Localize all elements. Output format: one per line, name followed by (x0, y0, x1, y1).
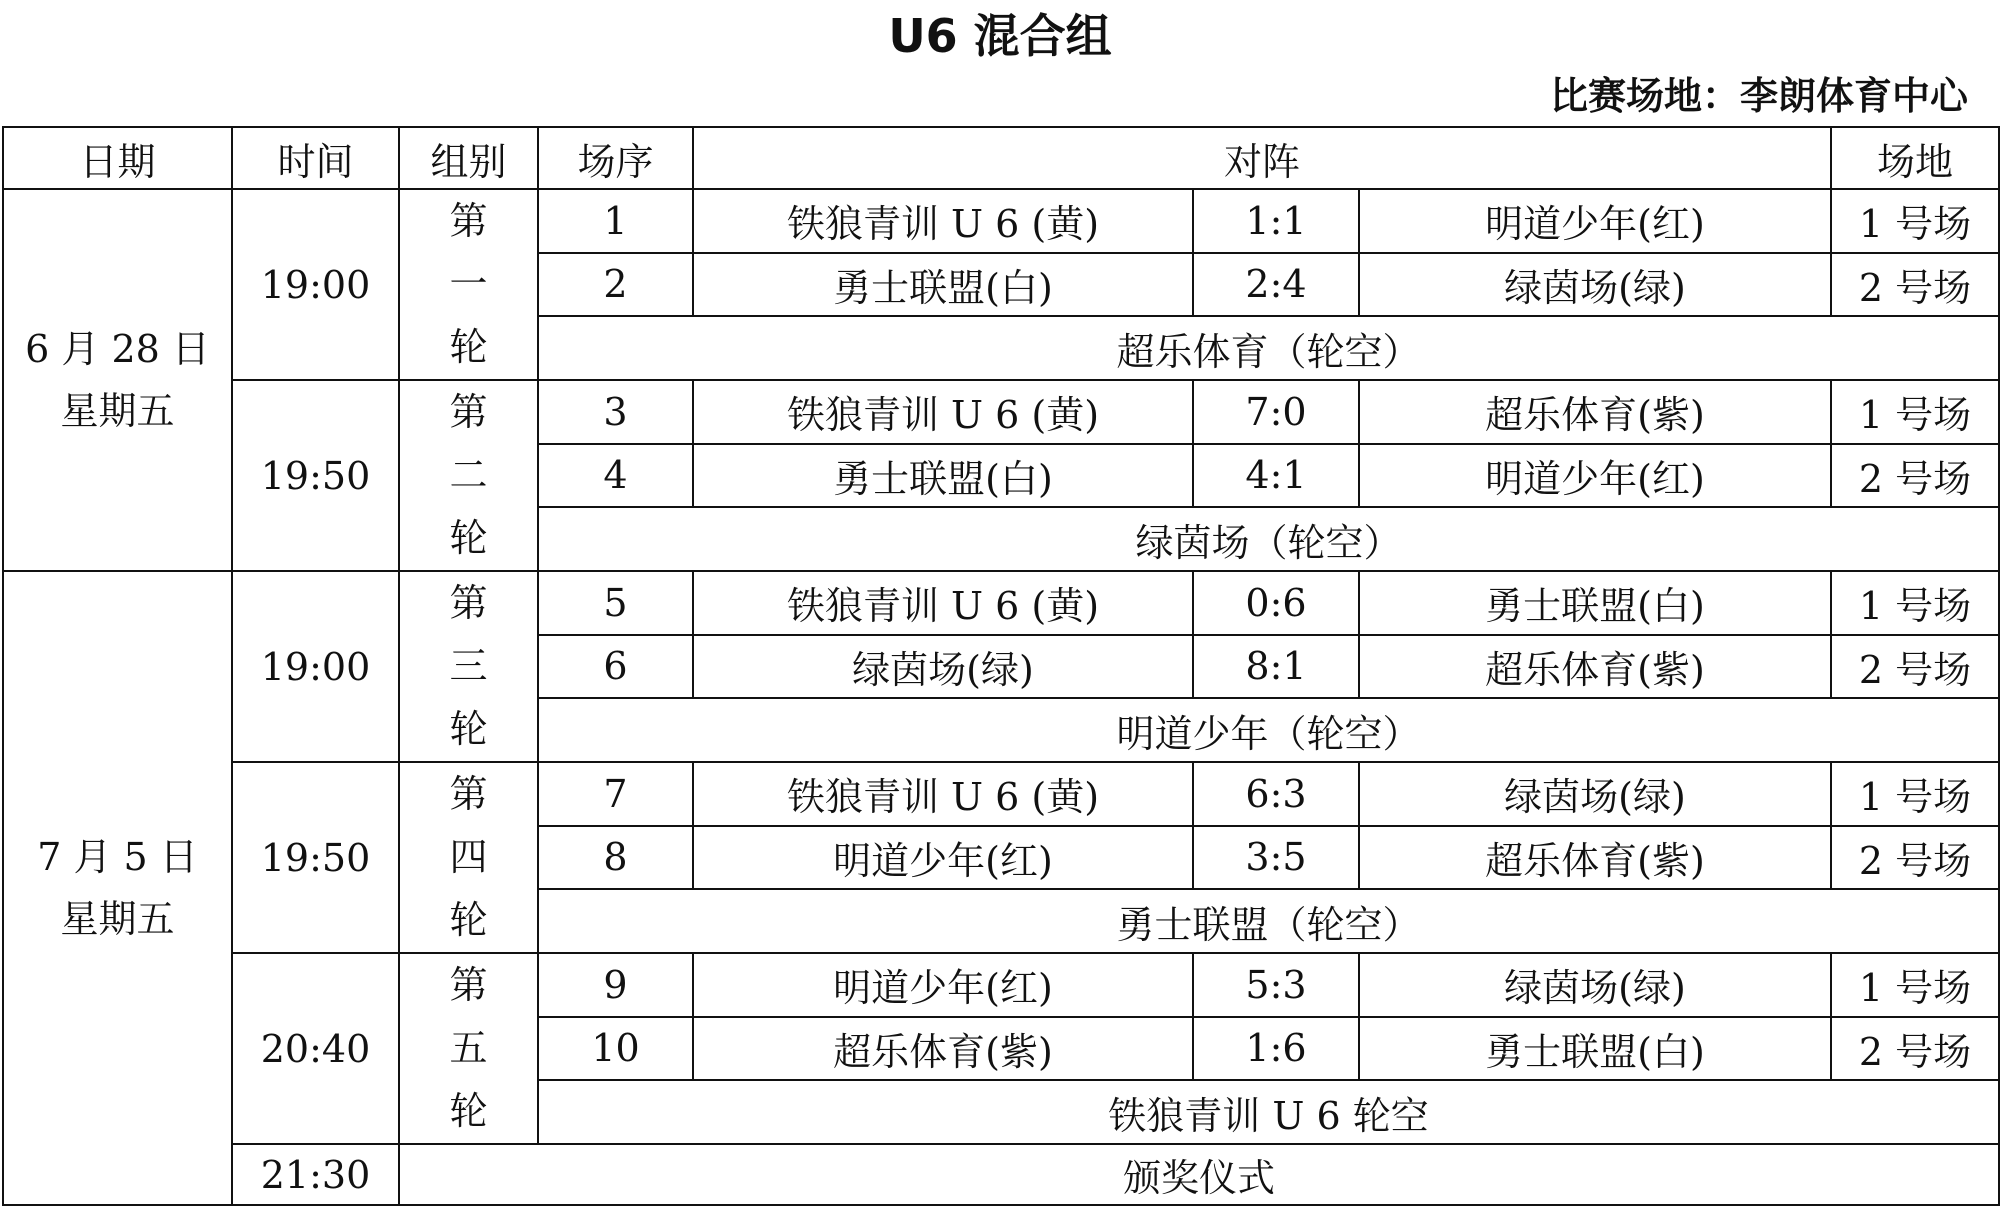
round-cell (399, 571, 538, 762)
time-cell: 19:50 (232, 762, 399, 953)
home-team: 铁狼青训 U 6 (黄) (693, 380, 1193, 444)
match-score: 0:6 (1193, 571, 1359, 635)
field-number: 1 号场 (1831, 571, 1999, 635)
home-team: 明道少年(红) (693, 826, 1193, 890)
ceremony-time: 21:30 (232, 1144, 399, 1205)
round-char: 一 (449, 262, 488, 306)
away-team: 明道少年(红) (1359, 189, 1831, 253)
round-cell (399, 380, 538, 571)
header-group: 组别 (399, 127, 538, 189)
match-number: 5 (538, 571, 693, 635)
bye-team: 超乐体育（轮空） (538, 316, 1999, 380)
match-number: 9 (538, 953, 693, 1017)
round-char: 二 (449, 453, 488, 497)
header-time: 时间 (232, 127, 399, 189)
table-row (3, 380, 1999, 444)
field-number: 1 号场 (1831, 762, 1999, 826)
away-team: 超乐体育(紫) (1359, 826, 1831, 890)
match-score: 2:4 (1193, 253, 1359, 317)
match-number: 2 (538, 253, 693, 317)
bye-team: 明道少年（轮空） (538, 698, 1999, 762)
schedule-table (2, 126, 2000, 1206)
round-char: 轮 (449, 325, 488, 369)
match-score: 1:6 (1193, 1017, 1359, 1081)
header-date: 日期 (3, 127, 232, 189)
page-title: U6 混合组 (888, 9, 1112, 63)
round-cell (399, 953, 538, 1144)
match-score: 4:1 (1193, 444, 1359, 508)
match-score: 7:0 (1193, 380, 1359, 444)
field-number: 1 号场 (1831, 189, 1999, 253)
away-team: 超乐体育(紫) (1359, 635, 1831, 699)
table-row (3, 189, 1999, 253)
match-number: 10 (538, 1017, 693, 1081)
bye-team: 绿茵场（轮空） (538, 507, 1999, 571)
table-row (3, 571, 1999, 635)
round-char: 轮 (449, 1089, 488, 1133)
match-number: 7 (538, 762, 693, 826)
round-char: 五 (449, 1026, 488, 1070)
match-number: 4 (538, 444, 693, 508)
time-cell: 19:50 (232, 380, 399, 571)
field-number: 1 号场 (1831, 953, 1999, 1017)
date-text: 7 月 5 日 (37, 835, 198, 879)
home-team: 铁狼青训 U 6 (黄) (693, 189, 1193, 253)
round-cell (399, 189, 538, 380)
field-number: 2 号场 (1831, 826, 1999, 890)
weekday-text: 星期五 (60, 389, 175, 433)
header-field: 场地 (1831, 127, 1999, 189)
field-number: 1 号场 (1831, 380, 1999, 444)
round-char: 轮 (449, 707, 488, 751)
table-row (3, 1144, 1999, 1205)
home-team: 超乐体育(紫) (693, 1017, 1193, 1081)
home-team: 勇士联盟(白) (693, 253, 1193, 317)
time-cell: 19:00 (232, 189, 399, 380)
home-team: 铁狼青训 U 6 (黄) (693, 762, 1193, 826)
match-number: 1 (538, 189, 693, 253)
round-cell (399, 762, 538, 953)
round-char: 四 (449, 835, 488, 879)
round-char: 第 (449, 772, 488, 816)
weekday-text: 星期五 (60, 897, 175, 941)
field-number: 2 号场 (1831, 635, 1999, 699)
away-team: 勇士联盟(白) (1359, 571, 1831, 635)
match-number: 8 (538, 826, 693, 890)
bye-team: 勇士联盟（轮空） (538, 889, 1999, 953)
field-number: 2 号场 (1831, 253, 1999, 317)
time-cell: 20:40 (232, 953, 399, 1144)
match-number: 3 (538, 380, 693, 444)
table-row (3, 762, 1999, 826)
ceremony-label: 颁奖仪式 (399, 1144, 1999, 1205)
away-team: 明道少年(红) (1359, 444, 1831, 508)
match-score: 5:3 (1193, 953, 1359, 1017)
field-number: 2 号场 (1831, 444, 1999, 508)
away-team: 绿茵场(绿) (1359, 953, 1831, 1017)
round-char: 第 (449, 963, 488, 1007)
round-char: 三 (449, 644, 488, 688)
date-text: 6 月 28 日 (25, 327, 210, 371)
match-score: 1:1 (1193, 189, 1359, 253)
bye-team: 铁狼青训 U 6 轮空 (538, 1080, 1999, 1144)
away-team: 勇士联盟(白) (1359, 1017, 1831, 1081)
date-cell (3, 571, 232, 1205)
round-char: 第 (449, 390, 488, 434)
home-team: 绿茵场(绿) (693, 635, 1193, 699)
round-char: 第 (449, 199, 488, 243)
round-char: 第 (449, 581, 488, 625)
away-team: 绿茵场(绿) (1359, 253, 1831, 317)
match-score: 6:3 (1193, 762, 1359, 826)
round-char: 轮 (449, 898, 488, 942)
field-number: 2 号场 (1831, 1017, 1999, 1081)
venue-label: 比赛场地：李朗体育中心 (1549, 74, 1968, 118)
match-number: 6 (538, 635, 693, 699)
home-team: 勇士联盟(白) (693, 444, 1193, 508)
away-team: 绿茵场(绿) (1359, 762, 1831, 826)
time-cell: 19:00 (232, 571, 399, 762)
date-cell (3, 189, 232, 571)
round-char: 轮 (449, 516, 488, 560)
header-matchup: 对阵 (693, 127, 1831, 189)
home-team: 明道少年(红) (693, 953, 1193, 1017)
table-row (3, 953, 1999, 1017)
header-row (3, 127, 1999, 189)
home-team: 铁狼青训 U 6 (黄) (693, 571, 1193, 635)
match-score: 8:1 (1193, 635, 1359, 699)
header-order: 场序 (538, 127, 693, 189)
match-score: 3:5 (1193, 826, 1359, 890)
away-team: 超乐体育(紫) (1359, 380, 1831, 444)
